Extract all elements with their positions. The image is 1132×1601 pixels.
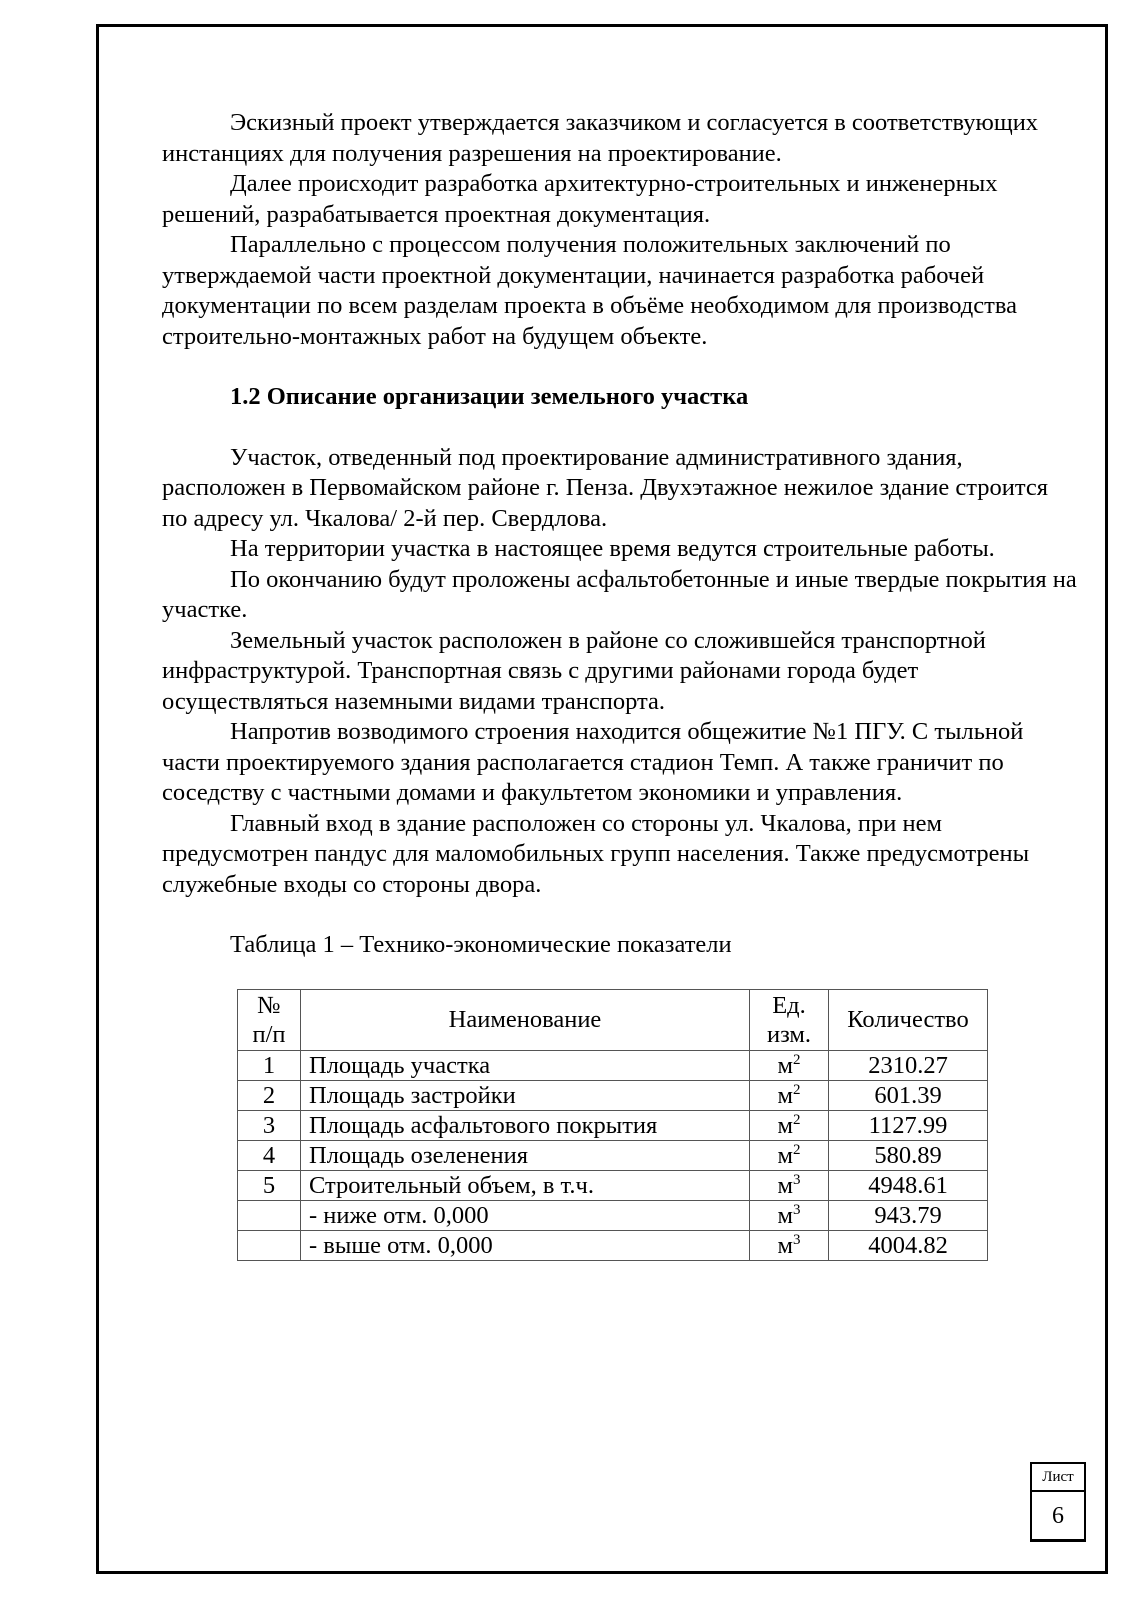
header-unit-line2: изм. (766, 1020, 812, 1048)
cell-name: Площадь асфальтового покрытия (301, 1110, 750, 1140)
cell-quantity: 1127.99 (829, 1110, 988, 1140)
paragraph: Земельный участок расположен в районе со сложившейся транспортной инфраструктурой. Транспортная связь с другими районами города будет осуществляться наземными видами транспорта. (162, 626, 986, 715)
cell-name: Площадь застройки (301, 1080, 750, 1110)
unit-exponent: 2 (793, 1111, 801, 1128)
unit-exponent: 3 (793, 1201, 801, 1218)
paragraph: Эскизный проект утверждается заказчиком и согласуется в соответствующих инстанциях для получения разрешения на проектирование. (162, 109, 1039, 167)
paragraph: Участок, отведенный под проектирование административного здания, расположен в Первомайском районе г. Пенза. Двухэтажное нежилое здание строится по адресу ул. Чкалова/ 2-й пер. Свердлова. (162, 443, 1049, 532)
unit-exponent: 2 (793, 1141, 801, 1158)
paragraph: Напротив возводимого строения находится общежитие №1 ПГУ. С тыльной части проектируемого здания располагается стадион Темп. А также граничит по соседству с частными домами и факультетом экономики и управления. (162, 718, 1024, 806)
paragraph: Главный вход в здание расположен со стороны ул. Чкалова, при нем предусмотрен пандус для маломобильных групп населения. Также предусмотрены служебные входы со стороны двора. (162, 809, 1030, 898)
cell-number: 4 (238, 1140, 301, 1170)
header-name: Наименование (301, 989, 750, 1050)
unit-base: м (777, 1201, 793, 1229)
cell-name: - выше отм. 0,000 (301, 1230, 750, 1260)
cell-unit (750, 1230, 829, 1260)
header-number (238, 989, 301, 1050)
paragraph: Параллельно с процессом получения положительных заключений по утверждаемой части проектной документации, начинается разработка рабочей документации по всем разделам проекта в объёме необходимом для производства строительно-монтажных работ на будущем объекте. (162, 231, 1017, 350)
header-unit (750, 989, 829, 1050)
cell-quantity: 943.79 (829, 1200, 988, 1230)
paragraph: Далее происходит разработка архитектурно-строительных и инженерных решений, разрабатывается проектная документация. (162, 170, 998, 228)
unit-base: м (777, 1171, 793, 1199)
cell-name: - ниже отм. 0,000 (301, 1200, 750, 1230)
tech-economic-table (237, 989, 988, 1261)
header-number-line1: № (257, 991, 281, 1019)
table-header-row (238, 989, 988, 1050)
paragraph: На территории участка в настоящее время ведутся строительные работы. (230, 535, 995, 562)
cell-unit (750, 1140, 829, 1170)
cell-unit (750, 1200, 829, 1230)
unit-exponent: 2 (793, 1051, 801, 1068)
cell-unit (750, 1170, 829, 1200)
cell-number: 5 (238, 1170, 301, 1200)
cell-unit (750, 1080, 829, 1110)
unit-base: м (777, 1081, 793, 1109)
table-caption: Таблица 1 – Технико-экономические показатели (230, 931, 732, 958)
unit-exponent: 2 (793, 1081, 801, 1098)
sheet-stamp (1030, 1462, 1086, 1542)
cell-name: Площадь озеленения (301, 1140, 750, 1170)
cell-name: Площадь участка (301, 1050, 750, 1080)
unit-base: м (777, 1231, 793, 1259)
unit-exponent: 3 (793, 1231, 801, 1248)
paragraph: По окончанию будут проложены асфальтобетонные и иные твердые покрытия на участке. (162, 565, 1077, 623)
table-row (238, 1110, 988, 1140)
unit-base: м (777, 1111, 793, 1139)
cell-quantity: 4004.82 (829, 1230, 988, 1260)
cell-number: 2 (238, 1080, 301, 1110)
header-unit-line1: Ед. (772, 991, 806, 1019)
document-body (162, 108, 1077, 1261)
table-row (238, 1170, 988, 1200)
cell-quantity: 4948.61 (829, 1170, 988, 1200)
table-row (238, 1080, 988, 1110)
sheet-label: Лист (1032, 1464, 1084, 1492)
table-row (238, 1140, 988, 1170)
cell-number: 3 (238, 1110, 301, 1140)
cell-unit (750, 1050, 829, 1080)
table-row (238, 1230, 988, 1260)
table-row (238, 1050, 988, 1080)
cell-quantity: 601.39 (829, 1080, 988, 1110)
header-number-line2: п/п (252, 1020, 286, 1048)
section-heading: 1.2 Описание организации земельного участка (230, 383, 749, 410)
cell-number (238, 1200, 301, 1230)
table-row (238, 1200, 988, 1230)
cell-unit (750, 1110, 829, 1140)
cell-name: Строительный объем, в т.ч. (301, 1170, 750, 1200)
cell-number (238, 1230, 301, 1260)
sheet-number: 6 (1052, 1503, 1064, 1529)
cell-quantity: 580.89 (829, 1140, 988, 1170)
unit-base: м (777, 1051, 793, 1079)
unit-base: м (777, 1141, 793, 1169)
cell-number: 1 (238, 1050, 301, 1080)
unit-exponent: 3 (793, 1171, 801, 1188)
header-quantity: Количество (829, 989, 988, 1050)
cell-quantity: 2310.27 (829, 1050, 988, 1080)
